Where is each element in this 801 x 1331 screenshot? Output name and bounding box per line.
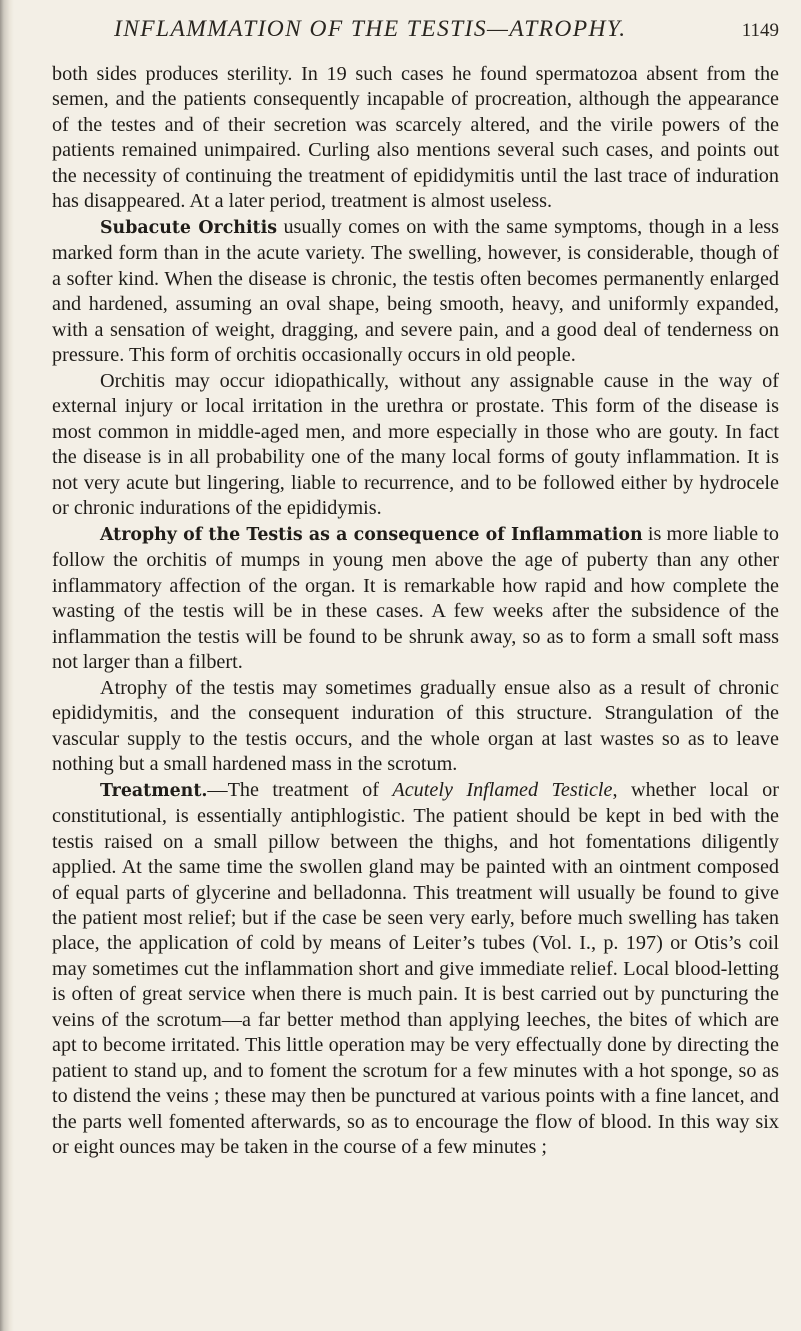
text-run: —The treatment of [207, 778, 393, 801]
text-run: usually comes on with the same symptoms, though in a less marked form than in the acute variety. The swelling, however, is considerable, though of a softer kind. When the disease is chronic, the testis often becomes permanently enlarged and hardened, assuming an oval shape, being smooth, heavy, and uniformly expanded, with a sensation of weight, dragging, and severe pain, and a good deal of tenderness on pressure. This form of orchitis occasionally occurs in old people. [52, 215, 779, 367]
text-run: , whether local or constitutional, is essentially antiphlogistic. The patient should be kept in bed with the testis raised on a small pillow between the thighs, and hot fomentations diligently applied. At the same time the swollen gland may be painted with an ointment composed of equal parts of glycerine and belladonna. This treatment will usually be found to give the patient most relief; but if the case be seen very early, before much swelling has taken place, the application of cold by means of Leiter’s tubes (Vol. I., p. 197) or Otis’s coil may sometimes cut the inflammation short and give immediate relief. Local blood-letting is often of great service when there is much pain. It is best carried out by puncturing the veins of the scrotum—a far better method than applying leeches, the bites of which are apt to become irritated. This little operation may be very effectually done by directing the patient to stand up, and to foment the scrotum for a few minutes with a hot sponge, so as to distend the veins ; these may then be punctured at various points with a fine lancet, and the parts well fomented afterwards, so as to encourage the flow of blood. In this way six or eight ounces may be taken in the course of a few minutes ; [52, 778, 779, 1159]
paragraph [52, 62, 779, 215]
body-text [52, 62, 779, 1161]
paragraph [52, 369, 779, 522]
page-number: 1149 [741, 20, 779, 41]
book-page [52, 16, 779, 1161]
text-run: Orchitis may occur idiopathically, without any assignable cause in the way of external injury or local irritation in the urethra or prostate. This form of the disease is most common in middle-aged men, and more especially in those who are gouty. In fact the disease is in all probability one of the many local forms of gouty inflammation. It is not very acute but lingering, liable to recurrence, and to be followed either by hydrocele or chronic indurations of the epididymis. [52, 369, 779, 520]
running-head: INFLAMMATION OF THE TESTIS—ATROPHY. [114, 16, 627, 42]
paragraph [52, 676, 779, 778]
text-run: both sides produces sterility. In 19 such cases he found spermatozoa absent from the semen, and the patients consequently incapable of procreation, although the appearance of the testes and of their secretion was scarcely altered, and the virile powers of the patients remained unimpaired. Curling also mentions several such cases, and points out the necessity of continuing the treatment of epididymitis until the last trace of induration has disappeared. At a later period, treatment is almost useless. [52, 63, 779, 213]
italic-text: Acutely Inflamed Testicle [392, 778, 613, 801]
run-in-heading: Subacute Orchitis [100, 217, 277, 238]
book-gutter-shadow [0, 0, 14, 1331]
run-in-heading: Atrophy of the Testis as a consequence of Inflammation [100, 524, 643, 545]
paragraph [52, 215, 779, 369]
page-header [114, 16, 779, 58]
text-run: is more liable to follow the orchitis of mumps in young men above the age of puberty than any other inflammatory affection of the organ. It is remarkable how rapid and how complete the wasting of the testis will be in these cases. A few weeks after the subsidence of the inflammation the testis will be found to be shrunk away, so as to form a small soft mass not larger than a filbert. [52, 522, 779, 674]
paragraph [52, 522, 779, 676]
text-run: Atrophy of the testis may sometimes gradually ensue also as a result of chronic epididymitis, and the consequent induration of this structure. Strangulation of the vascular supply to the testis occurs, and the whole organ at last wastes so as to leave nothing but a small hardened mass in the scrotum. [52, 676, 779, 776]
run-in-heading: Treatment. [100, 780, 208, 801]
paragraph [52, 778, 779, 1161]
